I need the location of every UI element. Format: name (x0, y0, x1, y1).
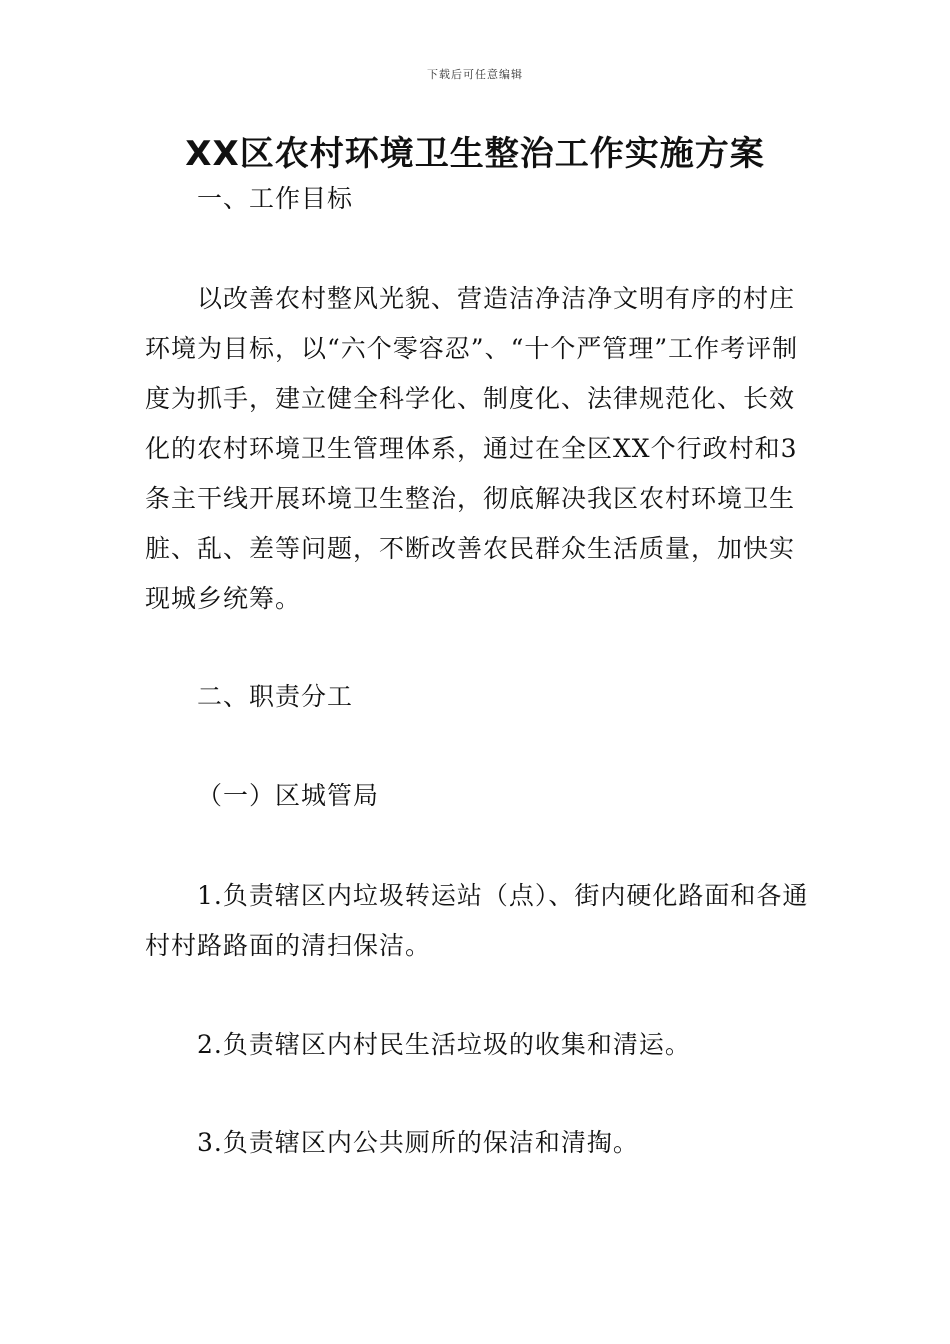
section-heading-goals: 一、工作目标 (197, 184, 354, 213)
list-item: 3.负责辖区内公共厕所的保洁和清掏。 (197, 1128, 639, 1157)
document-title: XX区农村环境卫生整治工作实施方案 (185, 134, 765, 174)
list-item: 2.负责辖区内村民生活垃圾的收集和清运。 (197, 1030, 691, 1059)
list-item: 1.负责辖区内垃圾转运站（点）、街内硬化路面和各通村村路路面的清扫保洁。 (145, 881, 809, 960)
goals-paragraph: 以改善农村整风光貌、营造洁净洁净文明有序的村庄环境为目标，以“六个零容忍”、“十个严管理”工作考评制度为抓手，建立健全科学化、制度化、法律规范化、长效化的农村环境卫生管理体系，通过在全区XX个行政村和3条主干线开展环境卫生整治，彻底解决我区农村环境卫生脏、乱、差等问题，不断改善农民群众生活质量，加快实现城乡统筹。 (145, 284, 799, 613)
subheading-city-management: （一）区城管局 (197, 781, 380, 810)
section-heading-responsibilities: 二、职责分工 (197, 682, 354, 711)
header-note: 下载后可任意编辑 (427, 68, 523, 81)
